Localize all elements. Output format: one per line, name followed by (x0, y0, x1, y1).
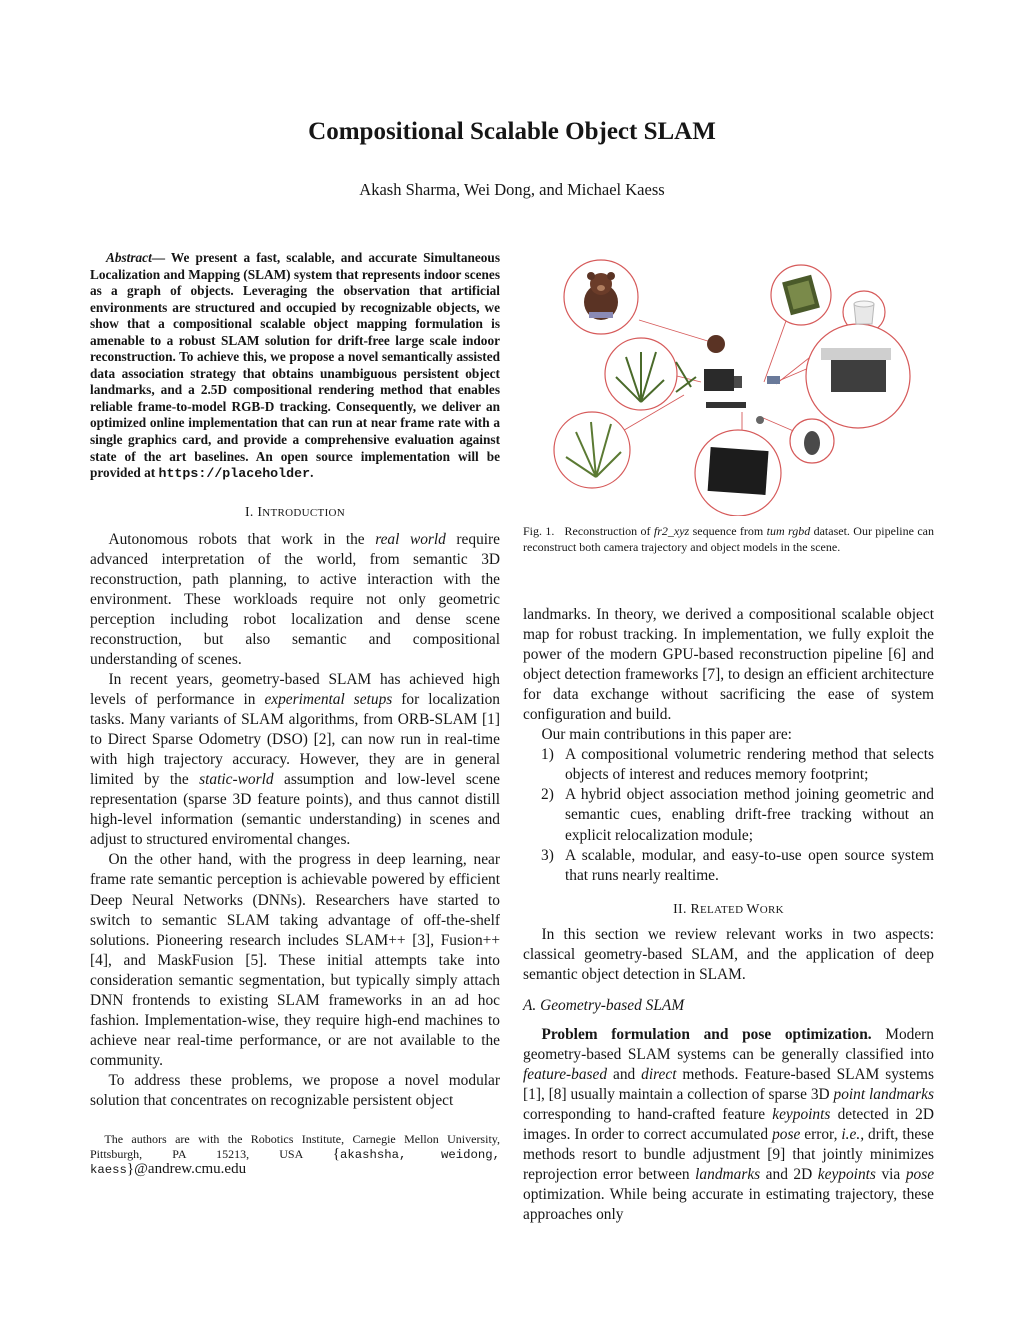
text-run: require advanced interpretation of the world, from semantic 3D reconstruction, path planning, to active interaction with the environment. These workloads require not only geometric perception including robot localization and dense scene reconstruction, but also semantic and compositional understanding of scenes. (90, 530, 500, 668)
item-text: A hybrid object association method joining geometric and semantic cues, enabling drift-free tracking without an explicit relocalization module; (565, 786, 934, 844)
item-number: 3) (541, 846, 554, 864)
text-run: assumption and low-level scene representation (sparse 3D feature points), and thus cannot distill high-level information (semantic understanding) in scenes and adjust to structured enviromental changes. (90, 771, 500, 849)
text-run: for localization tasks. Many variants of SLAM algorithms, from ORB-SLAM [1] to Direct Sparse Odometry (DSO) [2], can now run in real-time with high trajectory accuracy. However, they are in general limited by the (90, 691, 500, 789)
emphasis: pose (772, 1126, 801, 1144)
emphasis: landmarks (695, 1166, 761, 1184)
footnote-text (90, 1132, 500, 1178)
emphasis: point landmarks (833, 1085, 934, 1103)
section-numeral: I. (244, 503, 258, 519)
footnote (90, 1132, 500, 1178)
bold-run: Problem formulation and pose optimization. (541, 1025, 872, 1043)
emphasis: i.e., (841, 1126, 865, 1144)
text-run: sequence from (689, 524, 767, 538)
text-run: error, (800, 1126, 842, 1144)
text-run: Autonomous robots that work in the (108, 530, 376, 548)
geometry-slam-paragraph (523, 1025, 934, 1225)
email-names: akashsha, weidong, kaess (90, 1147, 501, 1178)
text-run: detected in 2D images. In order to correct accumulated (523, 1105, 934, 1144)
text-run: methods. Feature-based SLAM systems [1], [8] usually maintain a collection of sparse 3D (523, 1065, 934, 1103)
email-domain: }@andrew.cmu.edu (126, 1161, 247, 1178)
emphasis: static-world (199, 771, 274, 789)
emphasis: real world (375, 530, 446, 548)
caption-text (523, 524, 934, 555)
emphasis: pose (905, 1166, 935, 1184)
figure-1 (546, 252, 934, 516)
item-number: 2) (541, 786, 554, 804)
text-run: via (875, 1166, 906, 1184)
abstract-end: . (310, 465, 314, 481)
section-numeral: II. (673, 900, 691, 916)
intro-paragraph-continued: landmarks. In theory, we derived a compositional scalable object map for robust tracking. In implementation, we fully exploit the power of the modern GPU-based reconstruction pipeline [6] and object detection frameworks [7], to design an efficient architecture for data exchange without sacrificing the ease of system configuration and build. (523, 606, 934, 724)
emphasis: keypoints (772, 1105, 831, 1123)
text-run: and 2D (760, 1166, 818, 1184)
text-run: corresponding to hand-crafted feature (523, 1105, 773, 1123)
intro-paragraph-1 (90, 530, 500, 670)
text-run: optimization. While being accurate in estimating trajectory, these approaches only (523, 1186, 934, 1224)
text-run: Reconstruction of (564, 524, 654, 538)
abstract (90, 250, 500, 483)
caption-label: Fig. 1. (523, 524, 555, 538)
abstract-dash: — (151, 250, 171, 265)
text-run: In recent years, geometry-based SLAM has achieved high levels of performance in (90, 670, 500, 709)
intro-paragraph-2 (90, 670, 500, 850)
contributions-intro: Our main contributions in this paper are: (541, 726, 792, 744)
related-work-paragraph: In this section we review relevant works in two aspects: classical geometry-based SLAM, and the application of deep semantic object detection in SLAM. (523, 925, 934, 983)
text-run: dataset. Our pipeline can reconstruct both camera trajectory and object models in the scene. (523, 524, 934, 554)
contribution-item (523, 846, 934, 886)
emphasis: keypoints (817, 1166, 876, 1184)
figure-1-image (546, 252, 934, 516)
paper-title: Compositional Scalable Object SLAM (308, 118, 716, 145)
subsection-heading: A. Geometry-based SLAM (523, 996, 685, 1014)
abstract-url[interactable]: https://placeholder (158, 466, 311, 482)
contribution-item (523, 785, 934, 845)
text-run: drift, these methods resort to bundle adjustment [9] that jointly minimizes reprojection error between (523, 1126, 934, 1184)
section-head-cap: R (690, 900, 700, 916)
section-heading-related-work (523, 901, 934, 917)
section-head-cap: I (257, 503, 263, 519)
section-head-smallcaps: NTRODUCTION (262, 506, 346, 519)
left-column (90, 250, 500, 1178)
text-run: The authors are with the Robotics Institute, Carnegie Mellon University, Pittsburgh, PA 15213, USA (90, 1132, 500, 1161)
intro-paragraph-3: On the other hand, with the progress in deep learning, near frame rate semantic perception is achievable powered by efficient Deep Neural Networks (DNNs). Researchers have started to switch to semantic SLAM taking advantage of off-the-shelf solutions. Pioneering research includes SLAM++ [3], Fusion++ [4], and MaskFusion [5]. These initial attempts take into consideration semantic segmentation, but typically simply attach DNN frontends to existing SLAM frameworks in an ad hoc fashion. Implementation-wise, they require high-end machines to achieve near real-time performance, or are not available to the community. (90, 851, 500, 1069)
contribution-item (523, 745, 934, 785)
section-head-cap: W (746, 900, 760, 916)
text-run: Modern geometry-based SLAM systems can be generally classified into (523, 1025, 935, 1063)
text-run: and (607, 1065, 642, 1083)
section-head-smallcaps: ELATED (699, 903, 747, 916)
section-heading-introduction (90, 504, 500, 520)
teddy-bear-icon (584, 272, 618, 320)
abstract-text: We present a fast, scalable, and accurate Simultaneous Localization and Mapping (SLAM) system that represents indoor scenes as a graph of objects. Leveraging the observation that artificial environments are structured and occupied by recognizable objects, we show that a compositional scalable object mapping formulation is amenable to a robust SLAM solution for drift-free large scale indoor reconstruction. To achieve this, we propose a novel semantically assisted data association strategy that obtains unambiguous persistent object landmarks, and a 2.5D compositional rendering method that enables reliable frame-to-model RGB-D tracking. Consequently, we deliver an optimized online implementation that can run at near frame rate with a single graphics card, and provide a comprehensive evaluation against state of the art baselines. An open source implementation will be provided at (90, 250, 500, 481)
item-text: A scalable, modular, and easy-to-use open source system that runs nearly realtime. (565, 846, 934, 884)
item-text: A compositional volumetric rendering method that selects objects of interest and reduces memory footprint; (565, 746, 934, 784)
intro-paragraph-4: To address these problems, we propose a novel modular solution that concentrates on recognizable persistent object (90, 1071, 500, 1109)
emphasis: fr2_xyz (653, 524, 690, 538)
abstract-label: Abstract (105, 250, 152, 265)
paper-authors: Akash Sharma, Wei Dong, and Michael Kaess (359, 180, 665, 199)
emphasis: direct (641, 1065, 677, 1083)
contributions-list (523, 745, 934, 885)
brace: { (332, 1145, 340, 1162)
section-head-smallcaps: ORK (759, 903, 784, 916)
emphasis: experimental setups (264, 691, 393, 709)
emphasis: tum rgbd (766, 524, 811, 538)
emphasis: feature-based (523, 1065, 608, 1083)
item-number: 1) (541, 746, 554, 764)
figure-1-caption (523, 524, 934, 555)
right-column-body (523, 605, 934, 1225)
